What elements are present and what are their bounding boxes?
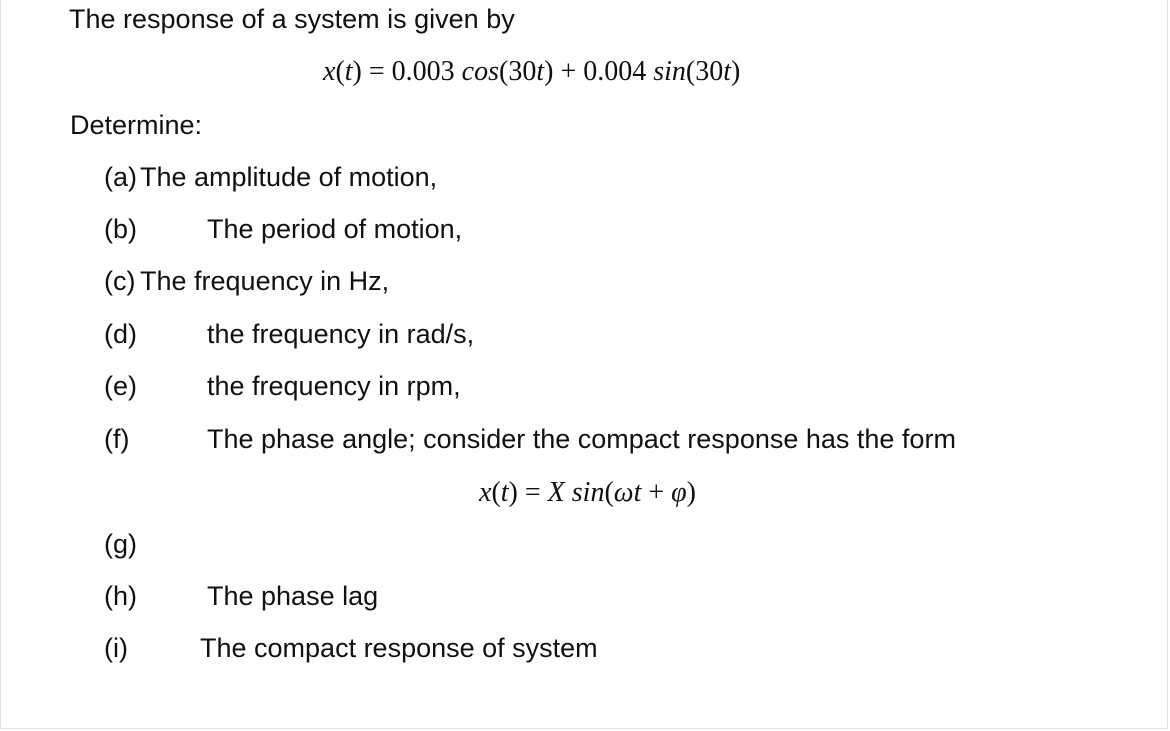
eq1-equals: = [361, 56, 392, 87]
item-b-text: The period of motion, [207, 214, 463, 244]
eq2-equals: = [517, 477, 548, 508]
eq1-lhs-var: x [323, 56, 336, 87]
eq2-func: sin [564, 477, 605, 508]
eq2-close: ) [686, 477, 696, 508]
eq1-func2: sin [653, 56, 686, 87]
intro-text: The response of a system is given by [69, 4, 515, 34]
item-f-text: The phase angle; consider the compact response has the form [207, 424, 956, 454]
eq1-close2: ) [731, 56, 741, 87]
eq2-phi: φ [671, 477, 687, 508]
eq1-coef1: 0.003 [391, 56, 462, 87]
item-h-label: (h) [104, 581, 137, 611]
item-e-text: the frequency in rpm, [207, 371, 461, 401]
eq1-func1: cos [461, 56, 499, 87]
eq2-amplitude: X [547, 477, 565, 508]
item-b-label: (b) [104, 214, 137, 244]
eq2-omega-t: ωt [613, 477, 642, 508]
eq2-lhs-t: t [500, 477, 509, 508]
item-d-text: the frequency in rad/s, [207, 319, 475, 349]
eq1-close1: ) [544, 56, 554, 87]
item-i-text: The compact response of system [200, 633, 598, 663]
item-c-text: The frequency in Hz, [140, 266, 390, 296]
eq1-lhs-arg: (t) [335, 56, 362, 87]
eq2-open: ( [604, 477, 614, 508]
eq1-arg2: (30 [685, 56, 724, 87]
determine-heading: Determine: [70, 110, 203, 140]
response-equation [323, 58, 740, 86]
item-a-label: (a) [104, 162, 137, 192]
item-a-text: The amplitude of motion, [140, 162, 438, 192]
item-h-text: The phase lag [207, 581, 379, 611]
eq2-plus: + [641, 477, 672, 508]
eq1-var2: t [723, 56, 732, 87]
eq1-coef2: 0.004 [583, 56, 654, 87]
item-f-label: (f) [104, 424, 130, 454]
eq1-plus: + [553, 56, 584, 87]
item-e-label: (e) [104, 371, 137, 401]
item-d-label: (d) [104, 319, 137, 349]
eq1-var1: t [536, 56, 545, 87]
eq1-arg1: (30 [499, 56, 537, 87]
item-c-label: (c) [104, 266, 136, 296]
compact-form-equation [479, 479, 696, 507]
item-i-label: (i) [104, 633, 128, 663]
item-g-label: (g) [104, 529, 137, 559]
eq1-lhs-t: t [344, 56, 353, 87]
eq2-lhs-arg: (t) [491, 477, 518, 508]
eq2-lhs-var: x [479, 477, 492, 508]
